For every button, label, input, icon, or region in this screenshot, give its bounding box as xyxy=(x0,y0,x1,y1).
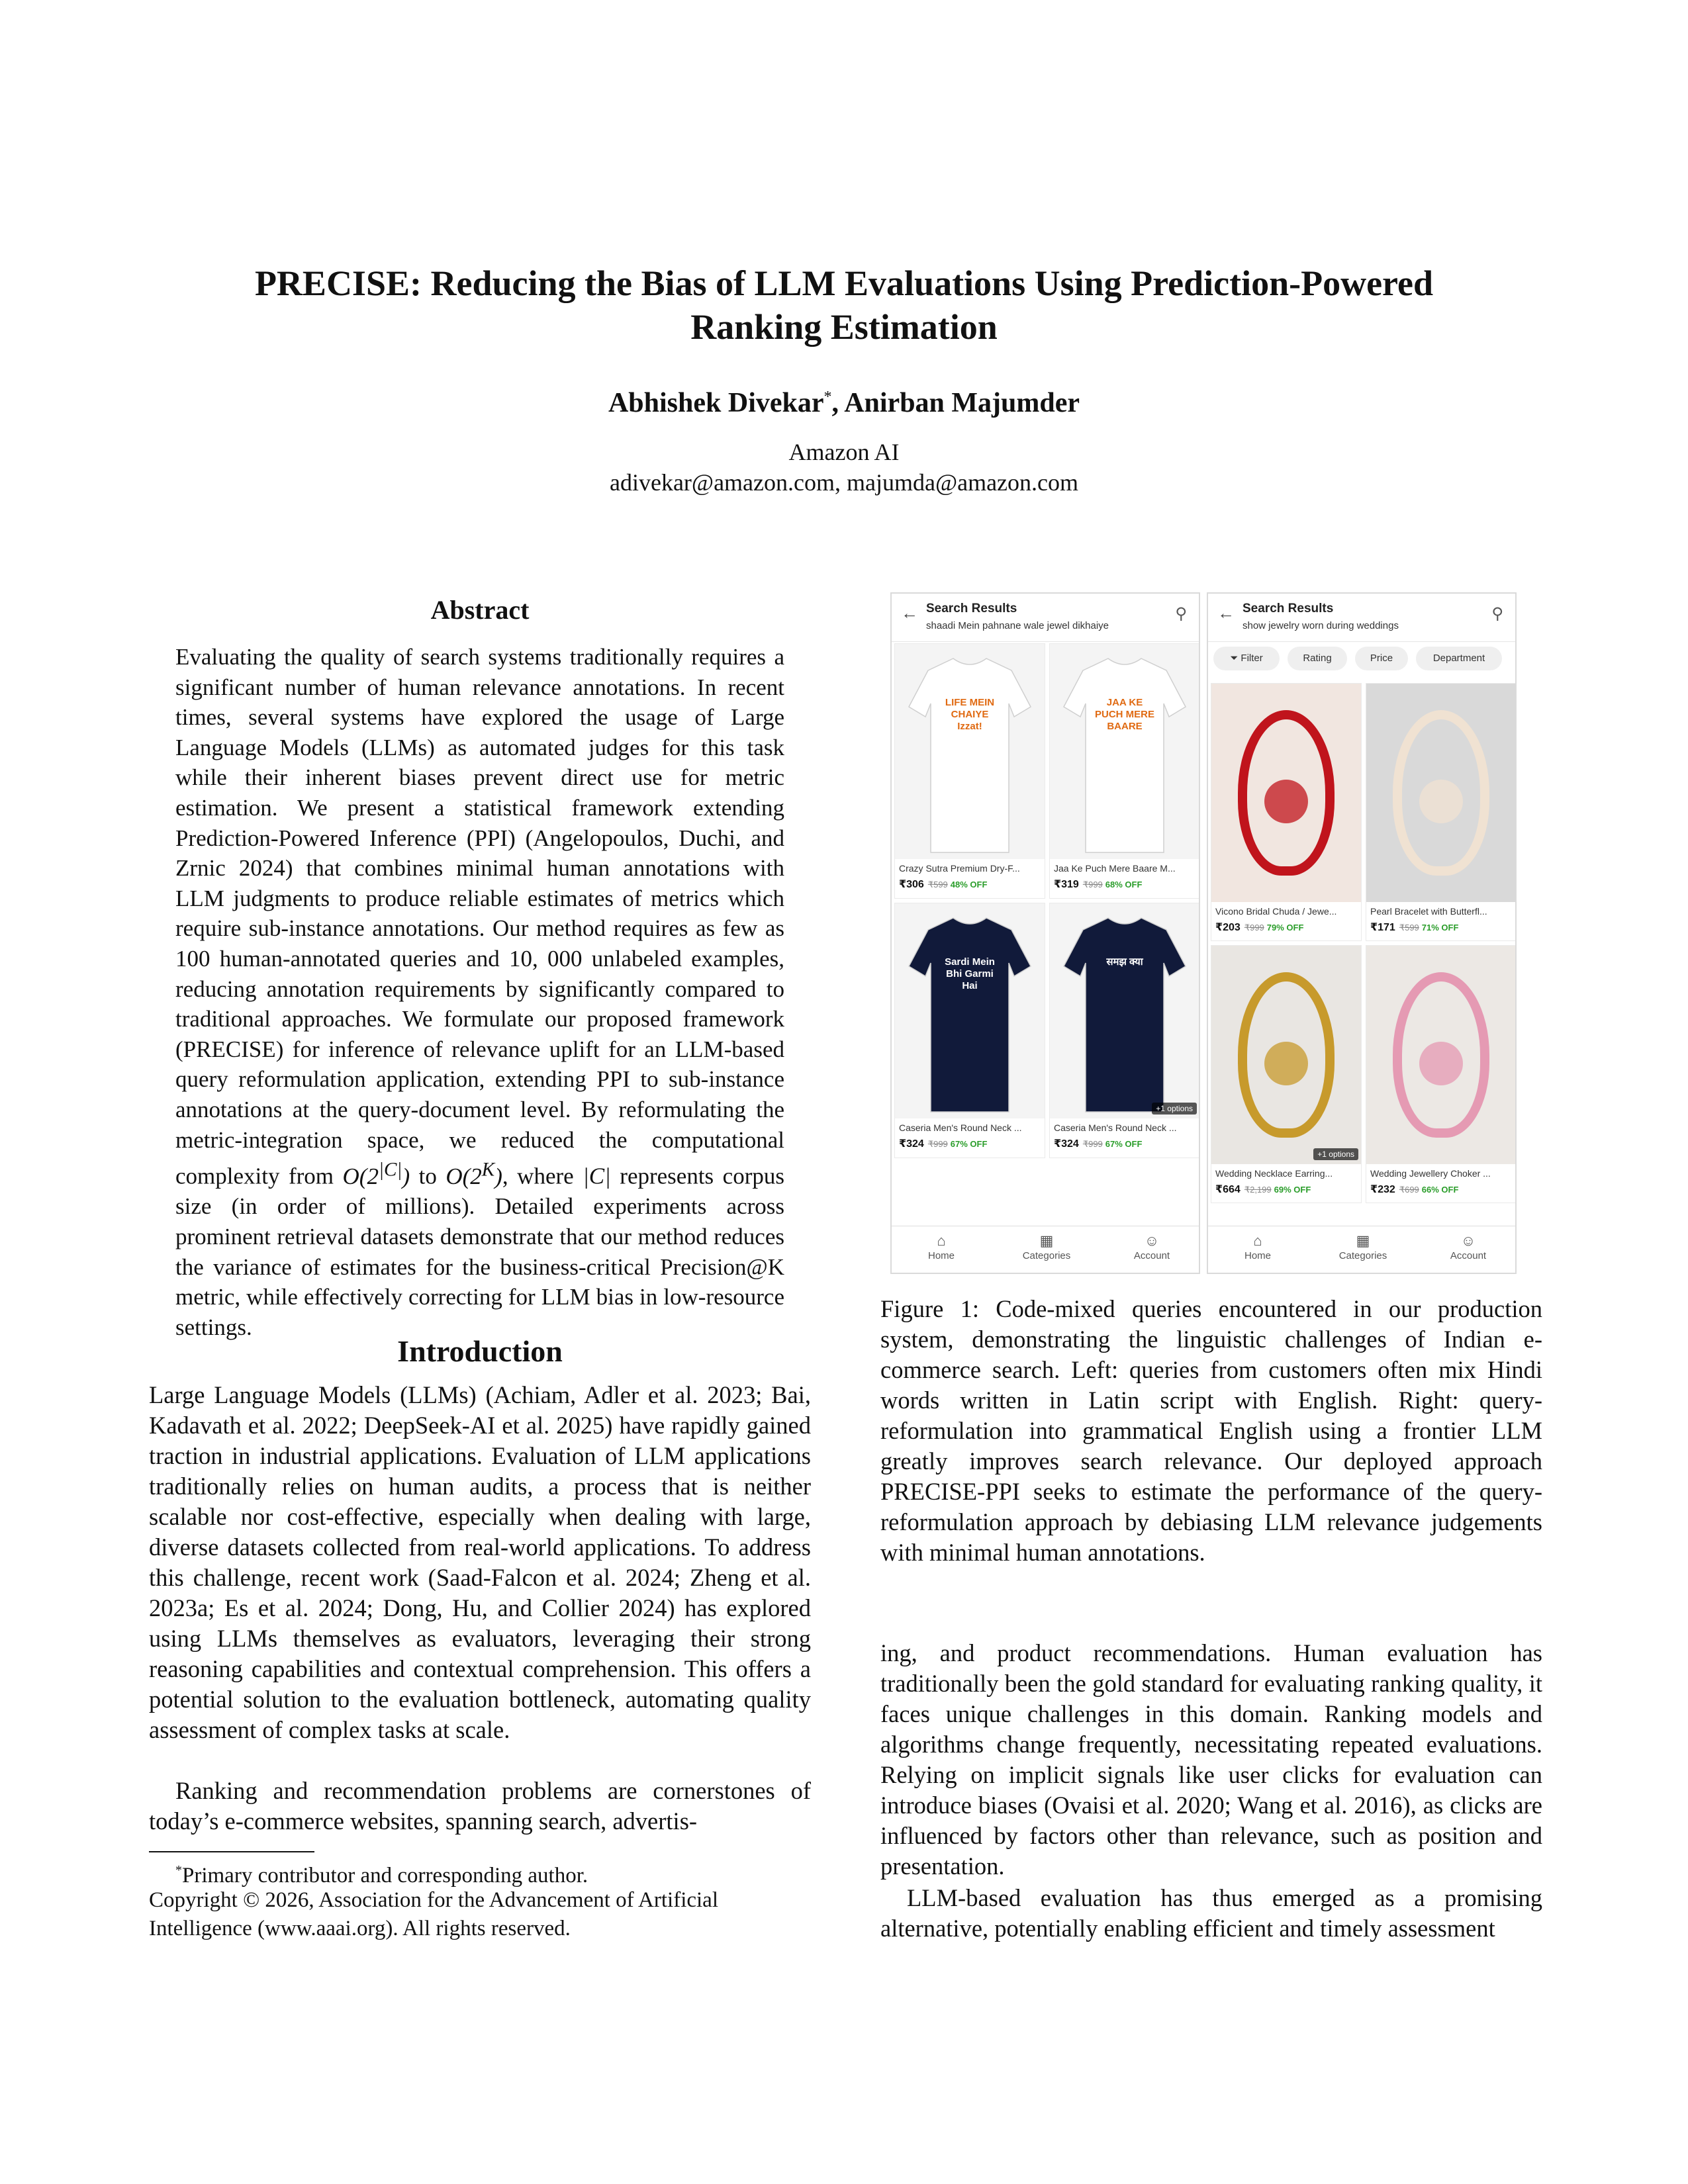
product-price xyxy=(1054,1137,1142,1150)
product-price xyxy=(899,1137,987,1150)
price-chip[interactable]: Price xyxy=(1355,647,1408,670)
product-card[interactable] xyxy=(1211,945,1362,1203)
product-name[interactable]: Caseria Men's Round Neck ... xyxy=(899,1122,1022,1133)
product-name[interactable]: Jaa Ke Puch Mere Baare M... xyxy=(1054,863,1176,874)
sale-price: ₹319 xyxy=(1054,879,1079,890)
product-card[interactable] xyxy=(894,643,1045,899)
bottom-nav xyxy=(1208,1226,1515,1273)
bottom-nav xyxy=(892,1226,1199,1273)
math2-sup: K xyxy=(481,1159,495,1181)
header-title: Search Results xyxy=(1243,602,1334,615)
product-card[interactable] xyxy=(1366,945,1517,1203)
nav-categories-label: Categories xyxy=(1338,1250,1387,1261)
phone-screen-right xyxy=(1207,592,1517,1274)
product-image[interactable] xyxy=(895,644,1045,859)
jewelry-detail xyxy=(1264,1042,1308,1085)
product-image[interactable] xyxy=(1211,684,1361,902)
product-card[interactable] xyxy=(1049,903,1200,1158)
discount-label: 67% OFF xyxy=(1105,1139,1143,1149)
discount-label: 66% OFF xyxy=(1421,1185,1459,1195)
discount-label: 79% OFF xyxy=(1266,923,1304,933)
nav-account-label: Account xyxy=(1133,1250,1170,1261)
math-corpus-size: |C| xyxy=(583,1163,611,1189)
product-name[interactable]: Crazy Sutra Premium Dry-F... xyxy=(899,863,1020,874)
affiliation: Amazon AI xyxy=(788,439,900,465)
options-badge: +1 options xyxy=(1313,1148,1358,1160)
sale-price: ₹324 xyxy=(1054,1138,1079,1150)
author-list xyxy=(132,387,1556,419)
product-image[interactable] xyxy=(1366,946,1516,1164)
introduction-heading: Introduction xyxy=(397,1334,563,1368)
footnote-mark: * xyxy=(175,1863,182,1878)
tshirt-graphic xyxy=(1050,644,1199,859)
mrp-price: ₹699 xyxy=(1399,1185,1419,1195)
title-line-2: Ranking Estimation xyxy=(690,307,998,347)
jewelry-detail xyxy=(1419,780,1463,823)
product-card[interactable] xyxy=(1366,683,1517,941)
author-2: , Anirban Majumder xyxy=(831,388,1080,418)
search-icon[interactable]: ⚲ xyxy=(1491,605,1503,623)
product-name[interactable]: Caseria Men's Round Neck ... xyxy=(1054,1122,1177,1133)
filter-chip[interactable] xyxy=(1213,647,1280,670)
nav-account-label: Account xyxy=(1450,1250,1487,1261)
math2: O(2 xyxy=(445,1163,482,1189)
phone-screen-left xyxy=(890,592,1200,1274)
back-arrow-icon[interactable]: ← xyxy=(1217,603,1235,623)
abstract-part-a: Evaluating the quality of search systems traditionally requires a significant number of human relevance annotations. In recent times, several systems have explored the usage of Large Language Models (LLMs) as automated judges for this task while their inherent biases prevent direct use for metric estimation. We present a statistical framework extending Prediction-Powered Inference (PPI) (Angelopoulos, Duchi, and Zrnic 2024) that combines minimal human annotations with LLM judgments to produce reliable estimates of metrics which require sub-instance annotations. Our method requires as few as 100 human-annotated queries and 10, 000 unlabeled examples, reducing annotation requirements by significantly compared to traditional approaches. We formulate our proposed framework (PRECISE) for inference of relevance uplift for an LLM-based query reformulation application, extending PPI to sub-instance annotations at the query-document level. By reformulating the metric-integration space, we reduced the computational complexity from xyxy=(175,644,784,1189)
math-complexity-2 xyxy=(445,1159,502,1189)
sale-price: ₹171 xyxy=(1370,922,1395,933)
account-icon: ☺ xyxy=(1460,1232,1476,1249)
product-image[interactable] xyxy=(1050,903,1199,1118)
search-query: show jewelry worn during weddings xyxy=(1243,620,1399,631)
sale-price: ₹306 xyxy=(899,879,924,890)
mrp-price: ₹2,199 xyxy=(1244,1185,1272,1195)
account-icon: ☺ xyxy=(1144,1232,1160,1249)
product-image[interactable] xyxy=(1211,946,1361,1164)
sale-price: ₹203 xyxy=(1215,922,1241,933)
abstract-text xyxy=(175,642,784,1342)
mrp-price: ₹599 xyxy=(927,880,948,889)
math2-end: ) xyxy=(494,1163,502,1189)
search-query: shaadi Mein pahnane wale jewel dikhaiye xyxy=(926,620,1109,631)
print-text: JAA KE PUCH MERE BAARE xyxy=(1095,697,1155,732)
nav-account[interactable] xyxy=(1429,1232,1508,1261)
right-paragraph-1: ing, and product recommendations. Human evaluation has traditionally been the gold standard for evaluating ranking quality, it faces unique challenges in this domain. Ranking models and algorithms change frequently, necessitating repeated evaluations. Relying on implicit signals like user clicks for evaluation can introduce biases (Ovaisi et al. 2020; Wang et al. 2016), as clicks are influenced by factors other than relevance, such as position and presentation. xyxy=(880,1639,1542,1880)
product-price xyxy=(1370,921,1458,934)
tshirt-graphic xyxy=(1050,903,1199,1118)
product-name[interactable]: Wedding Jewellery Choker ... xyxy=(1370,1168,1491,1179)
discount-label: 69% OFF xyxy=(1274,1185,1311,1195)
rating-chip[interactable]: Rating xyxy=(1288,647,1347,670)
nav-home[interactable] xyxy=(1218,1232,1297,1261)
search-header xyxy=(892,594,1199,642)
product-image[interactable] xyxy=(1366,684,1516,902)
product-name[interactable]: Wedding Necklace Earring... xyxy=(1215,1168,1333,1179)
print-text: समझ क्या xyxy=(1106,956,1143,968)
grid-icon: ▦ xyxy=(1039,1232,1054,1249)
product-price xyxy=(1054,878,1142,891)
chip-label: Filter xyxy=(1241,653,1263,664)
jewelry-detail xyxy=(1264,780,1308,823)
figure-1 xyxy=(890,592,1519,1274)
right-paragraph-2: LLM-based evaluation has thus emerged as a promising alternative, potentially enabling efficient and timely assessment xyxy=(880,1884,1542,1942)
tshirt-graphic xyxy=(895,644,1045,859)
product-image[interactable] xyxy=(895,903,1045,1118)
nav-categories-label: Categories xyxy=(1022,1250,1071,1261)
emails: adivekar@amazon.com, majumda@amazon.com xyxy=(609,469,1079,496)
nav-home-label: Home xyxy=(927,1250,955,1261)
author-mark: * xyxy=(823,388,832,406)
abstract-part-d: represents corpus size (in order of millions). Detailed experiments across prominent retrieval datasets demonstrate that our method reduces the variance of estimates for the business-critical Precision@K metric, while effectively correcting for LLM bias in low-resource settings. xyxy=(175,1163,784,1340)
tshirt-graphic xyxy=(895,903,1045,1118)
nav-categories[interactable] xyxy=(1323,1232,1403,1261)
product-image[interactable] xyxy=(1050,644,1199,859)
math1-end: ) xyxy=(402,1163,410,1189)
product-price xyxy=(1370,1183,1458,1196)
footnote-text: Primary contributor and corresponding author. xyxy=(182,1864,588,1888)
mrp-price: ₹599 xyxy=(1399,923,1419,933)
footnote xyxy=(149,1856,811,1890)
abstract-part-b: to xyxy=(410,1163,446,1189)
jewelry-detail xyxy=(1419,1042,1463,1085)
product-price xyxy=(1215,921,1303,934)
discount-label: 68% OFF xyxy=(1105,880,1143,889)
figure-caption: Figure 1: Code-mixed queries encountered in our production system, demonstrating the linguistic challenges of Indian e-commerce search. Left: queries from customers often mix Hindi words written in Latin script with English. Right: query-reformulation into grammatical English using a frontier LLM greatly improves search relevance. Our deployed approach PRECISE-PPI seeks to estimate the performance of the query-reformulation approach by debiasing LLM relevance judgements with minimal human annotations. xyxy=(880,1295,1542,1566)
intro-paragraph-1: Large Language Models (LLMs) (Achiam, Adler et al. 2023; Bai, Kadavath et al. 2022; DeepSeek-AI et al. 2025) have rapidly gained traction in industrial applications. Evaluation of LLM applications traditionally relies on human audits, a process that is neither scalable nor cost-effective, especially when dealing with large, diverse datasets collected from real-world applications. To address this challenge, recent work (Saad-Falcon et al. 2024; Zheng et al. 2023a; Es et al. 2024; Dong, Hu, and Collier 2024) has explored using LLMs themselves as evaluators, leveraging their strong reasoning capabilities and contextual comprehension. This offers a potential solution to the evaluation bottleneck, automating quality assessment of complex tasks at scale. xyxy=(149,1381,811,1743)
product-price xyxy=(1215,1183,1311,1196)
filter-bar xyxy=(1213,647,1517,673)
title-line-1: PRECISE: Reducing the Bias of LLM Evaluations Using Prediction-Powered xyxy=(254,263,1434,303)
mrp-price: ₹999 xyxy=(1082,1139,1103,1149)
intro-paragraph-2: Ranking and recommendation problems are cornerstones of today’s e-commerce websites, spanning search, advertis- xyxy=(149,1777,811,1835)
print-text: LIFE MEIN CHAIYE Izzat! xyxy=(945,697,995,732)
home-icon: ⌂ xyxy=(937,1232,946,1249)
search-header xyxy=(1208,594,1515,642)
options-badge: +1 options xyxy=(1152,1103,1197,1115)
print-text: Sardi Mein Bhi Garmi Hai xyxy=(945,956,995,991)
discount-label: 48% OFF xyxy=(950,880,988,889)
product-card[interactable] xyxy=(1211,683,1362,941)
product-price xyxy=(899,878,987,891)
affiliation-block xyxy=(132,437,1556,498)
search-icon[interactable]: ⚲ xyxy=(1175,605,1187,623)
nav-categories[interactable] xyxy=(1007,1232,1086,1261)
department-chip[interactable]: Department xyxy=(1416,647,1502,670)
nav-home-label: Home xyxy=(1244,1250,1271,1261)
paper-title xyxy=(132,261,1556,349)
mrp-price: ₹999 xyxy=(1082,880,1103,889)
mrp-price: ₹999 xyxy=(927,1139,948,1149)
sale-price: ₹324 xyxy=(899,1138,924,1150)
discount-label: 67% OFF xyxy=(950,1139,988,1149)
home-icon: ⌂ xyxy=(1253,1232,1262,1249)
footnote-rule xyxy=(149,1851,314,1852)
product-name[interactable]: Pearl Bracelet with Butterfl... xyxy=(1370,906,1487,917)
mrp-price: ₹999 xyxy=(1244,923,1264,933)
product-card[interactable] xyxy=(894,903,1045,1158)
nav-account[interactable] xyxy=(1112,1232,1192,1261)
header-title: Search Results xyxy=(926,602,1017,615)
nav-home[interactable] xyxy=(902,1232,981,1261)
grid-icon: ▦ xyxy=(1356,1232,1370,1249)
abstract-heading: Abstract xyxy=(430,595,530,625)
author-1: Abhishek Divekar xyxy=(608,388,824,418)
product-name[interactable]: Vicono Bridal Chuda / Jewe... xyxy=(1215,906,1337,917)
math1-sup: |C| xyxy=(378,1159,402,1181)
filter-icon: ⏷ xyxy=(1230,653,1241,664)
sale-price: ₹232 xyxy=(1370,1184,1395,1195)
math-complexity-1 xyxy=(342,1159,410,1189)
copyright-notice: Copyright © 2026, Association for the Advancement of Artificial Intelligence (www.aaai.org). All rights reserved. xyxy=(149,1888,718,1940)
abstract-part-c: , where xyxy=(502,1163,583,1189)
back-arrow-icon[interactable]: ← xyxy=(901,603,918,623)
math1: O(2 xyxy=(342,1163,379,1189)
discount-label: 71% OFF xyxy=(1421,923,1459,933)
product-card[interactable] xyxy=(1049,643,1200,899)
sale-price: ₹664 xyxy=(1215,1184,1241,1195)
